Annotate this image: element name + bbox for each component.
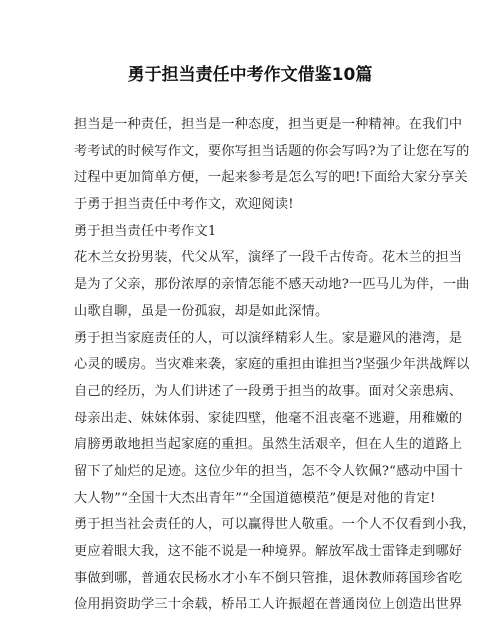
paragraph-line: 母亲出走、妹妹体弱、家徒四壁，他毫不沮丧毫不逃避，用稚嫩的 — [74, 410, 463, 426]
paragraph-line: 更应着眼大我，这不能不说是一种境界。解放军战士雷锋走到哪好 — [74, 544, 463, 559]
section-heading: 勇于担当责任中考作文1 — [74, 223, 217, 239]
document-body — [74, 112, 476, 619]
paragraph-line: 大人物”“全国十大杰出青年”“全国道德模范”便是对他的肯定! — [74, 490, 436, 506]
paragraph-line: 自己的经历，为人们讲述了一段勇于担当的故事。面对父亲患病、 — [74, 383, 463, 399]
paragraph-line: 勇于担当家庭责任的人，可以演绎精彩人生。家是避风的港湾，是 — [74, 330, 463, 346]
document-title: 勇于担当责任中考作文借鉴10篇 — [127, 65, 373, 85]
paragraph-line: 担当是一种责任，担当是一种态度，担当更是一种精神。在我们中 — [74, 117, 463, 132]
paragraph-line: 俭用捐资助学三十余载，桥吊工人许振超在普通岗位上创造出世界 — [74, 597, 463, 613]
paragraph-line: 花木兰女扮男装，代父从军，演绎了一段千古传奇。花木兰的担当 — [74, 250, 463, 266]
paragraph-line: 事做到哪，普通农民杨水才小车不倒只管推，退休教师蒋国珍省吃 — [74, 570, 463, 586]
paragraph-line: 于勇于担当责任中考作文，欢迎阅读! — [74, 197, 294, 213]
paragraph-line: 心灵的暖房。当灾难来袭，家庭的重担由谁担当?坚强少年洪战辉以 — [74, 357, 470, 373]
paragraph-line: 山歌自聊，虽是一份孤寂，却是如此深情。 — [74, 303, 329, 319]
paragraph-line: 勇于担当社会责任的人，可以赢得世人敬重。一个人不仅看到小我， — [74, 517, 476, 533]
paragraph-line: 过程中更加简单方便，一起来参考是怎么写的吧!下面给大家分享关 — [74, 170, 468, 186]
paragraph-line: 留下了灿烂的足迹。这位少年的担当，怎不令人钦佩?“感动中国十 — [74, 463, 464, 479]
paragraph-line: 是为了父亲，那份浓厚的亲情怎能不感天动地?一匹马儿为伴，一曲 — [74, 277, 470, 293]
paragraph-line: 考考试的时候写作文，要你写担当话题的你会写吗?为了让您在写的 — [74, 143, 470, 159]
paragraph-line: 肩膀勇敢地担当起家庭的重担。虽然生活艰辛，但在人生的道路上 — [74, 437, 463, 453]
